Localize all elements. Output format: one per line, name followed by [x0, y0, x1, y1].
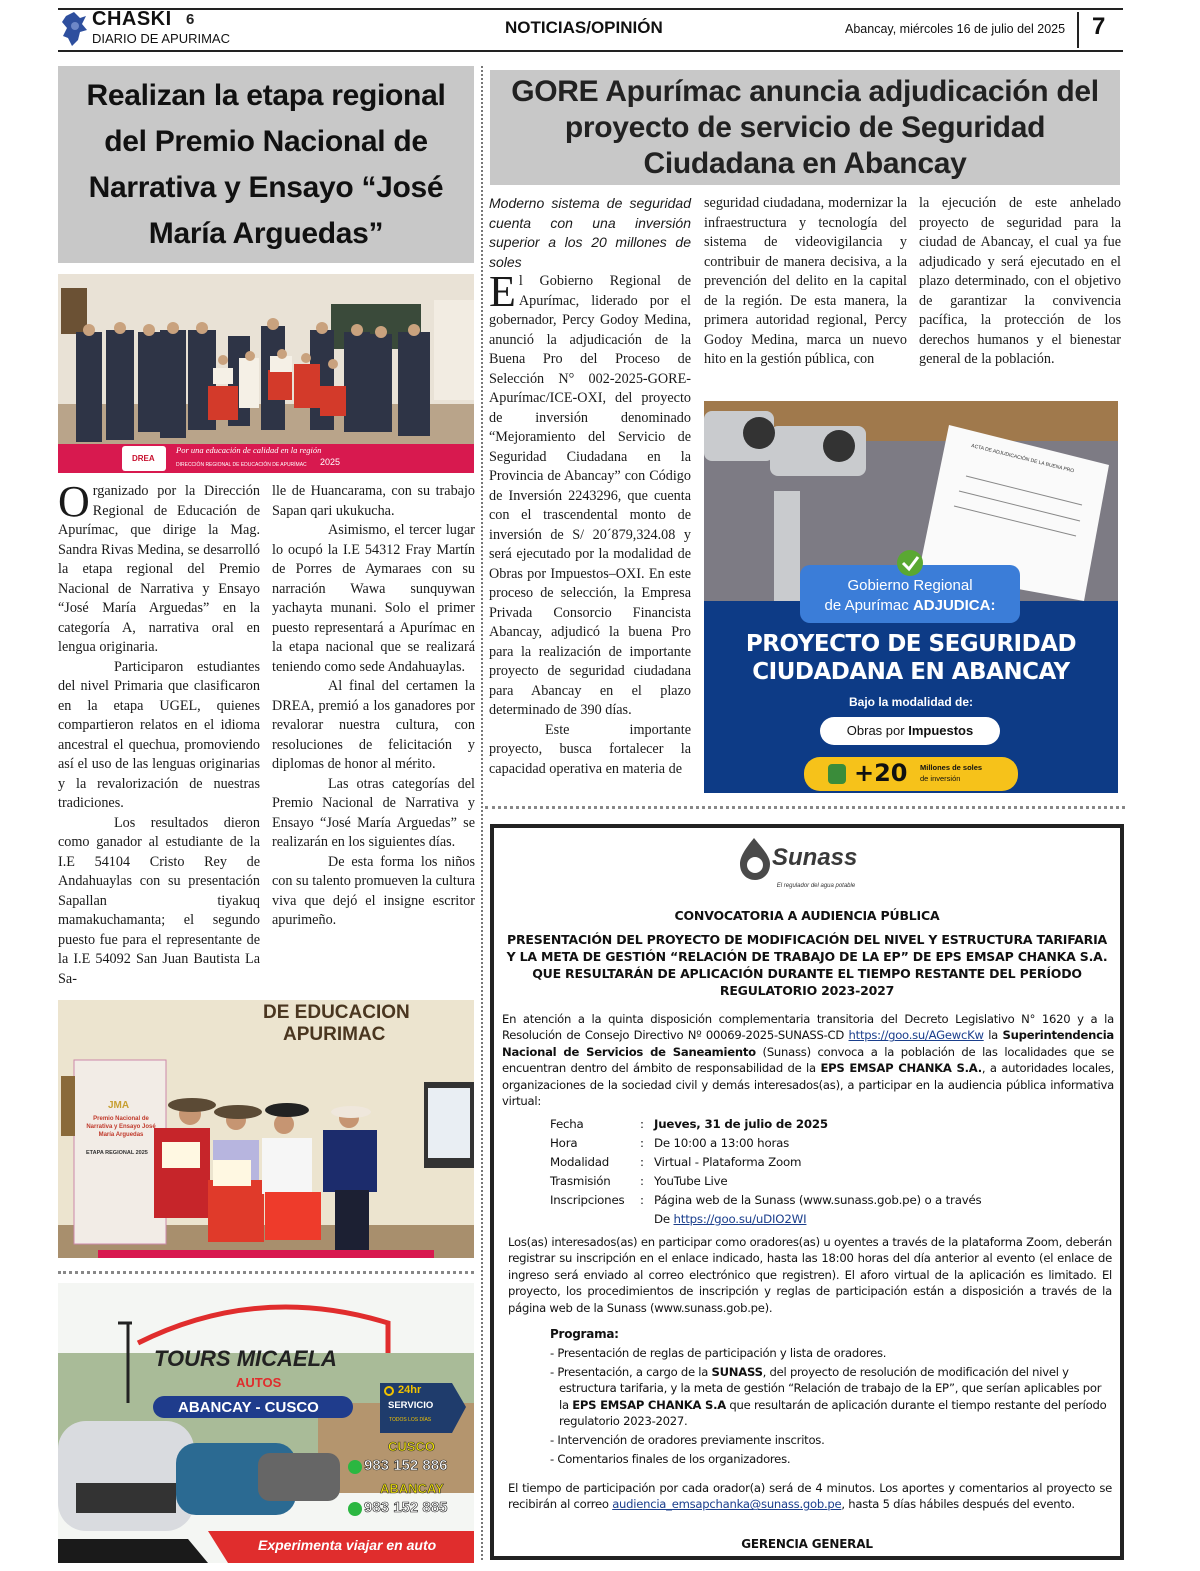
paragraph: la ejecución de este anhelado proyecto de seguridad para la ciudad de Abancay, el cual ya fue adjudicado y será ejecutado en el plazo determinado, con el objetivo de garantizar la convivencia pacífica, la protección de los derechos humanos y el bienestar general de la población.	[919, 195, 1121, 367]
program-title: Programa:	[550, 1327, 619, 1341]
investment-amount: +20	[854, 759, 908, 787]
right-article-column-2	[704, 194, 907, 370]
paragraph: Al final del certamen la DREA, premió a los ganadores por revalorar nuestra cultura, con resoluciones de felicitación y diplomas de honor al mérito.	[272, 678, 475, 772]
header-top-rule	[58, 8, 1123, 10]
closing-text: El tiempo de participación por cada orador(a) será de 4 minutos. Los aportes y comentarios al proyecto se recibirán al correo	[508, 1481, 1112, 1512]
detail-value: Virtual - Plataforma Zoom	[654, 1155, 802, 1169]
paragraph: Asimismo, el tercer lugar lo ocupó la I.E 54312 Fray Martín de Porres de Aymaraes con su narración Wawa sunquywan yachayta munani. Solo el primer puesto representará a Apurímac en la etapa nacional que se realizará teniendo como sede Andahuaylas.	[272, 522, 475, 675]
left-article-column-2	[272, 482, 475, 931]
badge-line2	[800, 597, 1020, 615]
ad-tours-micaela[interactable]	[58, 1283, 474, 1563]
wall-sign-line1: DE EDUCACION	[263, 1002, 410, 1023]
photo-banner-org: DIRECCIÓN REGIONAL DE EDUCACIÓN DE APURÍMAC	[176, 462, 307, 468]
detail-label: Fecha	[550, 1117, 584, 1131]
sunass-logo	[734, 834, 894, 892]
whatsapp-icon	[348, 1502, 362, 1516]
detail-row-modalidad	[550, 1154, 801, 1170]
paragraph: Los resultados dieron como ganador al estudiante de la I.E 54104 Cristo Rey de Andahuaylas con su presentación Sapallan tiyakuq mamakuchamanta; el segundo puesto fue para el representante de la I.E 54092 San Juan Bautista La Sa-	[58, 814, 260, 987]
detail-separator: :	[640, 1136, 644, 1150]
city-cusco: CUSCO	[388, 1439, 435, 1454]
detail-value: De 10:00 a 13:00 horas	[654, 1136, 790, 1150]
tours-brand: TOURS MICAELA	[154, 1346, 337, 1371]
notice-signature: GERENCIA GENERAL	[741, 1537, 873, 1551]
issue-date: Abancay, miércoles 16 de julio del 2025	[845, 22, 1066, 36]
sunass-public-notice	[490, 824, 1124, 1560]
detail-label: Hora	[550, 1136, 578, 1150]
closing-text: , hasta 5 días hábiles después del evento.	[841, 1497, 1075, 1512]
notice-subtitle-line: PRESENTACIÓN DEL PROYECTO DE MODIFICACIÓN DEL NIVEL Y ESTRUCTURA TARIFARIA	[506, 932, 1107, 947]
paragraph: Participaron estudiantes del nivel Primaria que clasificaron en la etapa UGEL, quienes compartieron relatos en el idioma ancestral el quechua, promoviendo así el uso de las lenguas originarias y la revalorización de nuestras tradiciones.	[58, 658, 260, 811]
detail-value: YouTube Live	[654, 1174, 728, 1188]
intro-bold-org: Superintendencia Nacional de Servicios de Saneamiento	[502, 1028, 1115, 1059]
paragraph: seguridad ciudadana, modernizar la infraestructura y tecnología del sistema de videovigilancia y contribuir de manera decisiva, a la prevención del delito en la capital de la región. De esta manera, la primera autoridad regional, Percy Godoy Medina, marca un nuevo hito en la gestión pública, con	[704, 195, 907, 367]
email-link[interactable]: audiencia_emsapchanka@sunass.gob.pe	[612, 1497, 842, 1512]
tours-subtitle: AUTOS	[236, 1375, 282, 1390]
investment-label2: de inversión	[920, 774, 961, 783]
headline-premio-narrativa: Realizan la etapa regional del Premio Nacional de Narrativa y Ensayo “José María Arguedas”	[58, 66, 474, 263]
notice-title: CONVOCATORIA A AUDIENCIA PÚBLICA	[674, 908, 940, 923]
banner-stage: ETAPA REGIONAL 2025	[86, 1150, 148, 1156]
detail-row-fecha	[550, 1116, 828, 1132]
program-item	[550, 1364, 1110, 1429]
detail-separator: :	[640, 1193, 644, 1207]
badge-line2-plain: de Apurímac	[824, 597, 913, 614]
intro-text: , a autoridades locales, organizaciones de la sociedad civil y demás interesados(as), a participar en la audiencia pública informativa virtual:	[502, 1061, 1115, 1109]
headline-gore-apurimac: GORE Apurímac anuncia adjudicación del proyecto de servicio de Seguridad Ciudadana en Abancay	[490, 70, 1120, 185]
whatsapp-icon	[348, 1460, 362, 1474]
wall-sign-line2: APURIMAC	[283, 1024, 386, 1045]
detail-separator: :	[640, 1155, 644, 1169]
page-number: 7	[1092, 13, 1106, 40]
intro-text: En atención a la quinta disposición complementaria transitoria del Decreto Legislativo N° 1620 y a la Resolución de Consejo Directivo Nº 00069-2025-SUNASS-CD	[502, 1012, 1114, 1043]
detail-separator: :	[640, 1174, 644, 1188]
investment-label1: Millones de soles	[920, 763, 983, 772]
service-days: TODOS LOS DÍAS	[389, 1417, 432, 1423]
drea-logo: DREA	[132, 454, 155, 463]
tours-tagline: Experimenta viajar en auto	[258, 1537, 437, 1553]
group-photo-award-ceremony	[58, 274, 474, 473]
dropcap: E	[489, 267, 516, 316]
phone-cusco[interactable]: 983 152 886	[364, 1457, 448, 1474]
masthead-subtitle: DIARIO DE APURIMAC	[92, 31, 230, 46]
intro-text: (Sunass) convoca a la población de las localidades que se encuentran dentro del ámbito de responsabilidad de la	[502, 1044, 1115, 1076]
registration-link[interactable]: https://goo.su/uDIO2WI	[673, 1212, 807, 1226]
program-item: - Presentación de reglas de participación y lista de oradores.	[550, 1346, 887, 1360]
photo-banner-year: 2025	[320, 457, 341, 467]
paragraph: l Gobierno Regional de Apurímac, liderado por el gobernador, Percy Godoy Medina, anunció la adjudicación de la Buena Pro del Proceso de Selección N° 002-2025-GORE-Apurímac/ICE-OXI, del proyecto de inversión denominado “Mejoramiento del Servicio de Seguridad Ciudadana en la Provincia de Abancay” con Código de Inversión 2243296, que cuenta con el trascendental monto de inversión de S/ 20´879,324.08 y será ejecutado por la modalidad de Obras por Impuestos–OXI. En este proceso de selección, la Empresa Privada Consorcio Financista Abancay, adjudicó la buena Pro para la realización de importante proyecto de seguridad ciudadana para Abancay en el plazo determinado de 390 días.	[489, 273, 691, 718]
program-text: que resultarán de aplicación durante el tiempo restante del período regulatorio 2023-2027.	[559, 1397, 1107, 1428]
detail-value: Jueves, 31 de julio de 2025	[654, 1117, 828, 1131]
program-section	[550, 1326, 1110, 1467]
paragraph: De esta forma los niños con su talento promueven la cultura viva que dejó el insigne escritor apurimeño.	[272, 853, 475, 928]
column-separator	[481, 66, 483, 1560]
clock-icon	[384, 1386, 394, 1396]
detail-separator: :	[640, 1117, 644, 1131]
closing-paragraph	[508, 1480, 1112, 1513]
header-divider	[1077, 12, 1079, 48]
registration-paragraph: Los(as) interesados(as) en participar como oradores(as) u oyentes a través de la plataforma Zoom, deberán registrar su inscripción en el enlace indicado, hasta las 18:00 horas del día anterior al evento (el enlace de ingreso será enviado al correo electrónico que registren). El aforo virtual de la aplicación es limitado. El proyecto, los procedimientos de inscripción y reglas de participación están a disposición a través de la página web de la Sunass (www.sunass.gob.pe).	[508, 1235, 1112, 1315]
detail-label: Trasmisión	[550, 1174, 611, 1188]
sunass-logo-name: Sunass	[772, 844, 858, 871]
phone-abancay[interactable]: 983 152 885	[364, 1499, 448, 1516]
header-bottom-rule	[58, 50, 1123, 52]
program-item: - Intervención de oradores previamente inscritos.	[550, 1433, 825, 1448]
service-label: SERVICIO	[388, 1400, 434, 1411]
chaski-logo-icon	[60, 10, 90, 48]
detail-value: Página web de la Sunass (www.sunass.gob.pe) o a través	[654, 1193, 982, 1207]
detail-row-inscripciones	[550, 1192, 982, 1208]
paragraph: lle de Huancarama, con su trabajo Sapan qari ukukucha.	[272, 483, 475, 519]
infographic-title-line2: CIUDADANA EN ABANCAY	[752, 659, 1070, 685]
masthead-brand: CHASKI	[92, 8, 172, 30]
sunass-logo-tagline: El regulador del agua potable	[776, 883, 856, 889]
detail-label: Inscripciones	[550, 1193, 625, 1207]
left-article-column-1	[58, 477, 260, 989]
banner-text: Premio Nacional de Narrativa y Ensayo José María Arguedas	[86, 1116, 156, 1138]
service-hours: 24hr	[398, 1384, 422, 1396]
intro-bold-eps: EPS EMSAP CHANKA S.A.	[820, 1061, 982, 1076]
dropcap: O	[58, 477, 90, 526]
section-separator	[485, 806, 1125, 809]
modality-bold: Impuestos	[908, 723, 974, 738]
intro-text: la	[983, 1028, 1003, 1043]
modality-plain: Obras por	[846, 723, 909, 738]
program-item: - Comentarios finales de los organizadores.	[550, 1452, 791, 1467]
notice-subtitle-line: REGULATORIO 2023-2027	[719, 983, 895, 998]
article-lead: Moderno sistema de seguridad cuenta con una inversión superior a los 20 millones de soles	[489, 195, 691, 270]
photo-banner-slogan: Por una educación de calidad en la región	[176, 445, 322, 455]
photo-students-winners	[58, 1000, 474, 1258]
money-bag-icon	[828, 764, 846, 784]
right-article-column-1	[489, 194, 691, 779]
section-separator	[58, 1271, 474, 1274]
section-title: NOTICIAS/OPINIÓN	[505, 18, 663, 37]
program-bold: SUNASS	[711, 1365, 763, 1380]
paragraph: rganizado por la Dirección Regional de Educación de Apurímac, que dirige la Mag. Sandra Rivas Medina, se desarrolló la etapa regional del Premio Nacional de Narrativa y Ensayo “José María Arguedas” en la categoría A, narrativa oral en lengua originaria.	[58, 483, 260, 655]
program-text: - Presentación, a cargo de la	[550, 1365, 712, 1380]
modality-value	[820, 723, 1000, 739]
detail-label: Modalidad	[550, 1155, 610, 1169]
paragraph: Las otras categorías del Premio Nacional de Narrativa y Ensayo “José María Arguedas” se realizarán en los siguientes días.	[272, 775, 475, 850]
page-marker: 6	[186, 11, 195, 28]
infographic-title-line1: PROYECTO DE SEGURIDAD	[745, 631, 1077, 657]
paragraph: Este importante proyecto, busca fortalecer la capacidad operativa en materia de	[489, 721, 691, 777]
notice-subtitle-line: Y LA META DE GESTIÓN “RELACIÓN DE TRABAJO DE LA EP” DE EPS EMSAP CHANKA S.A.	[506, 949, 1108, 964]
detail-row-hora	[550, 1135, 789, 1151]
resolution-link[interactable]: https://goo.su/AGewcKw	[848, 1028, 984, 1043]
badge-line2-bold: ADJUDICA:	[912, 597, 996, 614]
document-title: ACTA DE ADJUDICACIÓN DE LA BUENA PRO	[970, 443, 1075, 475]
detail-prefix: De	[654, 1212, 674, 1226]
infographic-seguridad-ciudadana	[704, 401, 1118, 793]
program-text: , del proyecto de resolución de modificación del nivel y estructura tarifaria, y la meta de gestión “Relación de trabajo de la EP”, que serían aplicables por la	[559, 1365, 1102, 1412]
city-abancay: ABANCAY	[380, 1481, 444, 1496]
badge-line1: Gobierno Regional	[847, 577, 973, 594]
banner-logo-jma: JMA	[108, 1100, 130, 1111]
modality-label: Bajo la modalidad de:	[848, 695, 974, 709]
notice-subtitle-line: QUE RESULTARÁN DE APLICACIÓN DURANTE EL TIEMPO RESTANTE DEL PERÍODO	[532, 966, 1082, 981]
detail-row-trasmision	[550, 1173, 727, 1189]
tours-route: ABANCAY - CUSCO	[178, 1399, 319, 1416]
program-bold: EPS EMSAP CHANKA S.A	[572, 1397, 726, 1412]
detail-row-inscripciones-link	[654, 1211, 806, 1227]
right-article-column-3	[919, 194, 1121, 370]
notice-intro	[502, 1011, 1114, 1109]
